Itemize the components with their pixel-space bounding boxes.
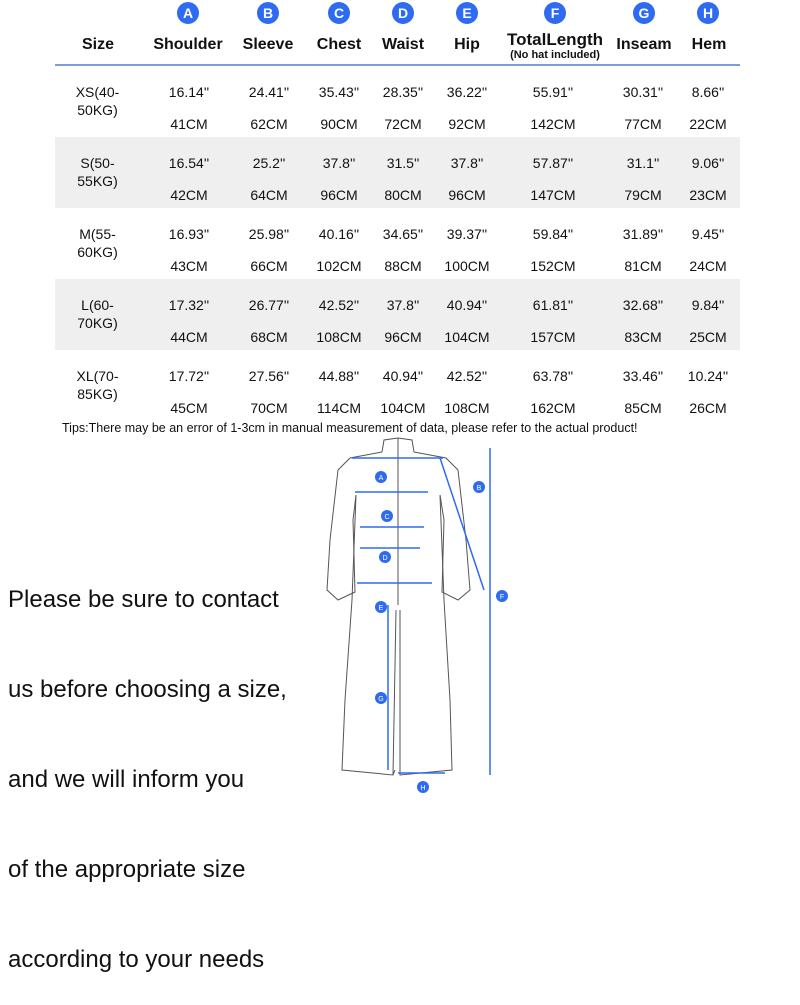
hip-header: Hip — [454, 36, 480, 53]
sleeve-header: Sleeve — [242, 36, 294, 53]
inch-cell: 25.98'' — [248, 226, 290, 242]
inch-cell: 10.24'' — [687, 368, 729, 384]
inch-cell: 36.22'' — [446, 84, 488, 100]
cm-cell: 81CM — [624, 258, 662, 274]
inch-cell: 31.1'' — [626, 155, 660, 171]
inch-cell: 34.65'' — [382, 226, 424, 242]
cm-cell: 147CM — [530, 187, 576, 203]
inch-cell: 27.56'' — [248, 368, 290, 384]
cm-cell: 42CM — [170, 187, 208, 203]
cm-cell: 102CM — [316, 258, 362, 274]
cm-cell: 70CM — [250, 400, 288, 416]
diagram-label-e: E — [378, 605, 384, 612]
cm-cell: 142CM — [530, 116, 576, 132]
size-label-line: XS(40- — [75, 84, 120, 100]
cm-cell: 43CM — [170, 258, 208, 274]
inch-cell: 40.94'' — [446, 297, 488, 313]
total-length-subheader: (No hat included) — [510, 49, 600, 61]
inch-cell: 40.16'' — [318, 226, 360, 242]
diagram-label-g: G — [378, 696, 384, 703]
inch-cell: 31.5'' — [386, 155, 420, 171]
inch-cell: 37.8'' — [386, 297, 420, 313]
inch-cell: 59.84'' — [532, 226, 574, 242]
inch-cell: 30.31'' — [622, 84, 664, 100]
inch-cell: 61.81'' — [532, 297, 574, 313]
cm-cell: 96CM — [448, 187, 486, 203]
cm-cell: 96CM — [384, 329, 422, 345]
diagram-label-a: A — [378, 475, 384, 482]
cm-cell: 44CM — [170, 329, 208, 345]
inch-cell: 16.54'' — [168, 155, 210, 171]
cm-cell: 22CM — [689, 116, 727, 132]
inch-cell: 26.77'' — [248, 297, 290, 313]
size-header: Size — [81, 36, 114, 53]
size-label-line: 50KG) — [77, 102, 118, 118]
inch-cell: 33.46'' — [622, 368, 664, 384]
diagram-label-c: C — [384, 514, 390, 521]
size-label-line: 85KG) — [77, 386, 118, 402]
badge-a: A — [177, 2, 199, 24]
size-label-line: XL(70- — [76, 368, 119, 384]
total-length-header: TotalLength — [507, 30, 603, 49]
diagram-label-d: D — [382, 555, 388, 562]
size-label-line: 70KG) — [77, 315, 118, 331]
cm-cell: 62CM — [250, 116, 288, 132]
cm-cell: 26CM — [689, 400, 727, 416]
diagram-label-b: B — [476, 485, 482, 492]
inch-cell: 25.2'' — [252, 155, 286, 171]
note-line: Please be sure to contact — [8, 586, 279, 613]
inch-cell: 63.78'' — [532, 368, 574, 384]
waist-header: Waist — [381, 36, 425, 53]
cm-cell: 90CM — [320, 116, 358, 132]
diagram-label-h: H — [420, 785, 426, 792]
cm-cell: 24CM — [689, 258, 727, 274]
inch-cell: 37.8'' — [322, 155, 356, 171]
note-line: of the appropriate size — [8, 856, 246, 883]
cm-cell: 88CM — [384, 258, 422, 274]
inch-cell: 31.89'' — [622, 226, 664, 242]
badge-d: D — [392, 2, 414, 24]
cm-cell: 114CM — [316, 400, 362, 416]
inch-cell: 40.94'' — [382, 368, 424, 384]
cm-cell: 77CM — [624, 116, 662, 132]
cm-cell: 92CM — [448, 116, 486, 132]
cm-cell: 157CM — [530, 329, 576, 345]
size-label-line: M(55- — [79, 226, 116, 242]
inch-cell: 9.45'' — [691, 226, 725, 242]
hem-header: Hem — [691, 36, 727, 53]
badge-b: B — [257, 2, 279, 24]
cm-cell: 66CM — [250, 258, 288, 274]
size-label-line: 60KG) — [77, 244, 118, 260]
inch-cell: 44.88'' — [318, 368, 360, 384]
inch-cell: 39.37'' — [446, 226, 488, 242]
chest-header: Chest — [316, 36, 362, 53]
badge-e: E — [456, 2, 478, 24]
inch-cell: 57.87'' — [532, 155, 574, 171]
inch-cell: 9.84'' — [691, 297, 725, 313]
cm-cell: 45CM — [170, 400, 208, 416]
inch-cell: 42.52'' — [446, 368, 488, 384]
inch-cell: 9.06'' — [691, 155, 725, 171]
cm-cell: 25CM — [689, 329, 727, 345]
inch-cell: 16.93'' — [168, 226, 210, 242]
inch-cell: 37.8'' — [450, 155, 484, 171]
cm-cell: 72CM — [384, 116, 422, 132]
cm-cell: 41CM — [170, 116, 208, 132]
inch-cell: 8.66'' — [691, 84, 725, 100]
cm-cell: 104CM — [444, 329, 490, 345]
inch-cell: 24.41'' — [248, 84, 290, 100]
cm-cell: 100CM — [444, 258, 490, 274]
cm-cell: 96CM — [320, 187, 358, 203]
cm-cell: 162CM — [530, 400, 576, 416]
cm-cell: 85CM — [624, 400, 662, 416]
inch-cell: 17.72'' — [168, 368, 210, 384]
cm-cell: 108CM — [444, 400, 490, 416]
inch-cell: 16.14'' — [168, 84, 210, 100]
cm-cell: 152CM — [530, 258, 576, 274]
inch-cell: 42.52'' — [318, 297, 360, 313]
inch-cell: 32.68'' — [622, 297, 664, 313]
size-label-line: L(60- — [81, 297, 114, 313]
inch-cell: 17.32'' — [168, 297, 210, 313]
diagram-label-f: F — [499, 594, 505, 601]
size-label-line: S(50- — [80, 155, 115, 171]
inch-cell: 28.35'' — [382, 84, 424, 100]
badge-f: F — [544, 2, 566, 24]
cm-cell: 23CM — [689, 187, 727, 203]
cm-cell: 83CM — [624, 329, 662, 345]
badge-g: G — [633, 2, 655, 24]
cm-cell: 108CM — [316, 329, 362, 345]
cm-cell: 104CM — [380, 400, 426, 416]
cm-cell: 68CM — [250, 329, 288, 345]
shoulder-header: Shoulder — [153, 36, 223, 53]
cm-cell: 79CM — [624, 187, 662, 203]
badge-c: C — [328, 2, 350, 24]
note-line: us before choosing a size, — [8, 676, 287, 703]
inseam-header: Inseam — [616, 36, 672, 53]
note-line: and we will inform you — [8, 766, 245, 793]
size-label-line: 55KG) — [77, 173, 118, 189]
note-line: according to your needs — [8, 946, 265, 973]
inch-cell: 35.43'' — [318, 84, 360, 100]
tips-text: Tips:There may be an error of 1-3cm in manual measurement of data, please refer to the actual product! — [62, 421, 638, 435]
cm-cell: 64CM — [250, 187, 288, 203]
cm-cell: 80CM — [384, 187, 422, 203]
inch-cell: 55.91'' — [532, 84, 574, 100]
badge-h: H — [697, 2, 719, 24]
